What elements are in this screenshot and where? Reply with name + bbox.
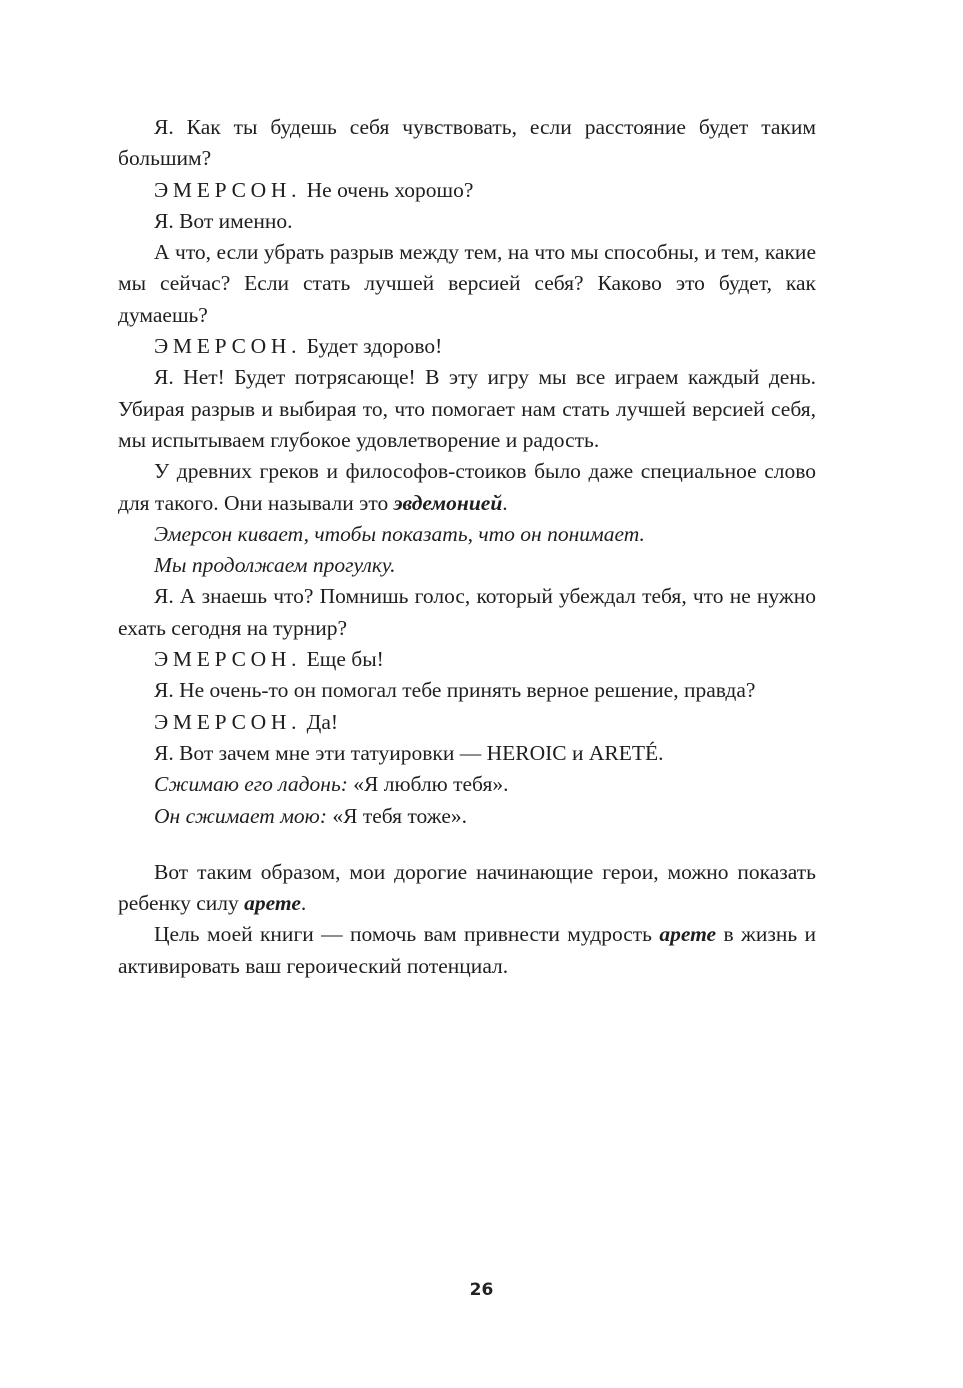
stage-text: Он сжимает мою: bbox=[154, 803, 327, 828]
line-text: Нет! Будет потрясающе! В эту игру мы все играем каждый день. Убирая разрыв и выбирая то, что помогает нам стать лучшей версией себя, мы испытываем глубокое удовлетворение и радость. bbox=[118, 365, 816, 452]
dialogue-line bbox=[118, 206, 816, 237]
closing-paragraph bbox=[118, 919, 816, 982]
narration-paragraph bbox=[118, 456, 816, 519]
speaker: Я. bbox=[154, 208, 174, 233]
page-body bbox=[118, 112, 816, 982]
speaker: Я. bbox=[154, 584, 174, 609]
quote-text: «Я тебя тоже». bbox=[332, 803, 468, 828]
page-number: 26 bbox=[469, 1280, 494, 1300]
speaker: Я. bbox=[154, 365, 174, 390]
dialogue-line bbox=[118, 112, 816, 175]
emphasized-term: эвдемонией bbox=[393, 490, 503, 515]
emphasized-term: арете bbox=[659, 922, 717, 947]
stage-text: Сжимаю его ладонь: bbox=[154, 772, 348, 797]
dialogue-line bbox=[118, 175, 816, 206]
line-text: Да! bbox=[306, 709, 339, 734]
line-text: Не очень-то он помогал тебе принять верное решение, правда? bbox=[179, 678, 756, 703]
line-text: Вот именно. bbox=[179, 208, 293, 233]
dialogue-line bbox=[118, 644, 816, 675]
line-text: Не очень хорошо? bbox=[306, 177, 474, 202]
line-text: А что, если убрать разрыв между тем, на что мы способны, и тем, какие мы сейчас? Если стать лучшей версией себя? Каково это будет, как думаешь? bbox=[118, 240, 816, 327]
line-text: в жизнь и активировать ваш героический потенциал. bbox=[118, 922, 817, 978]
speaker: ЭМЕРСОН. bbox=[154, 709, 302, 734]
dialogue-line bbox=[118, 581, 816, 644]
dialogue-line bbox=[118, 707, 816, 738]
speaker: Я. bbox=[154, 740, 174, 765]
line-text: Цель моей книги — помочь вам привнести мудрость bbox=[154, 922, 652, 947]
emphasized-term: арете bbox=[244, 891, 301, 916]
stage-direction bbox=[118, 801, 816, 832]
section-gap bbox=[118, 832, 816, 857]
line-text: Вот зачем мне эти татуировки — HEROIC и ARETÉ. bbox=[179, 740, 664, 765]
stage-text: Мы продолжаем прогулку. bbox=[154, 553, 396, 578]
dialogue-line bbox=[118, 331, 816, 362]
speaker: ЭМЕРСОН. bbox=[154, 647, 302, 672]
line-text: Еще бы! bbox=[306, 647, 384, 672]
dialogue-line bbox=[118, 738, 816, 769]
line-text: Как ты будешь себя чувствовать, если расстояние будет таким большим? bbox=[118, 115, 816, 171]
dialogue-line bbox=[118, 362, 816, 456]
stage-direction bbox=[118, 769, 816, 800]
speaker: ЭМЕРСОН. bbox=[154, 334, 302, 359]
speaker: Я. bbox=[154, 678, 174, 703]
speaker: ЭМЕРСОН. bbox=[154, 177, 302, 202]
line-text: А знаешь что? Помнишь голос, который убеждал тебя, что не нужно ехать сегодня на турнир? bbox=[118, 584, 816, 640]
stage-text: Эмерсон кивает, чтобы показать, что он понимает. bbox=[154, 521, 645, 546]
narration-paragraph bbox=[118, 237, 816, 331]
speaker: Я. bbox=[154, 115, 174, 139]
line-text: Будет здорово! bbox=[306, 334, 443, 359]
stage-direction bbox=[118, 550, 816, 581]
quote-text: «Я люблю тебя». bbox=[353, 772, 509, 797]
punctuation: . bbox=[502, 490, 508, 515]
stage-direction bbox=[118, 519, 816, 550]
punctuation: . bbox=[300, 891, 307, 916]
line-text: У древних греков и философов-стоиков было даже специальное слово для такого. Они называли это bbox=[118, 459, 816, 515]
closing-paragraph bbox=[118, 857, 816, 920]
dialogue-line bbox=[118, 675, 816, 706]
line-text: Вот таким образом, мои дорогие начинающие герои, можно показать ребенку силу bbox=[118, 859, 816, 916]
